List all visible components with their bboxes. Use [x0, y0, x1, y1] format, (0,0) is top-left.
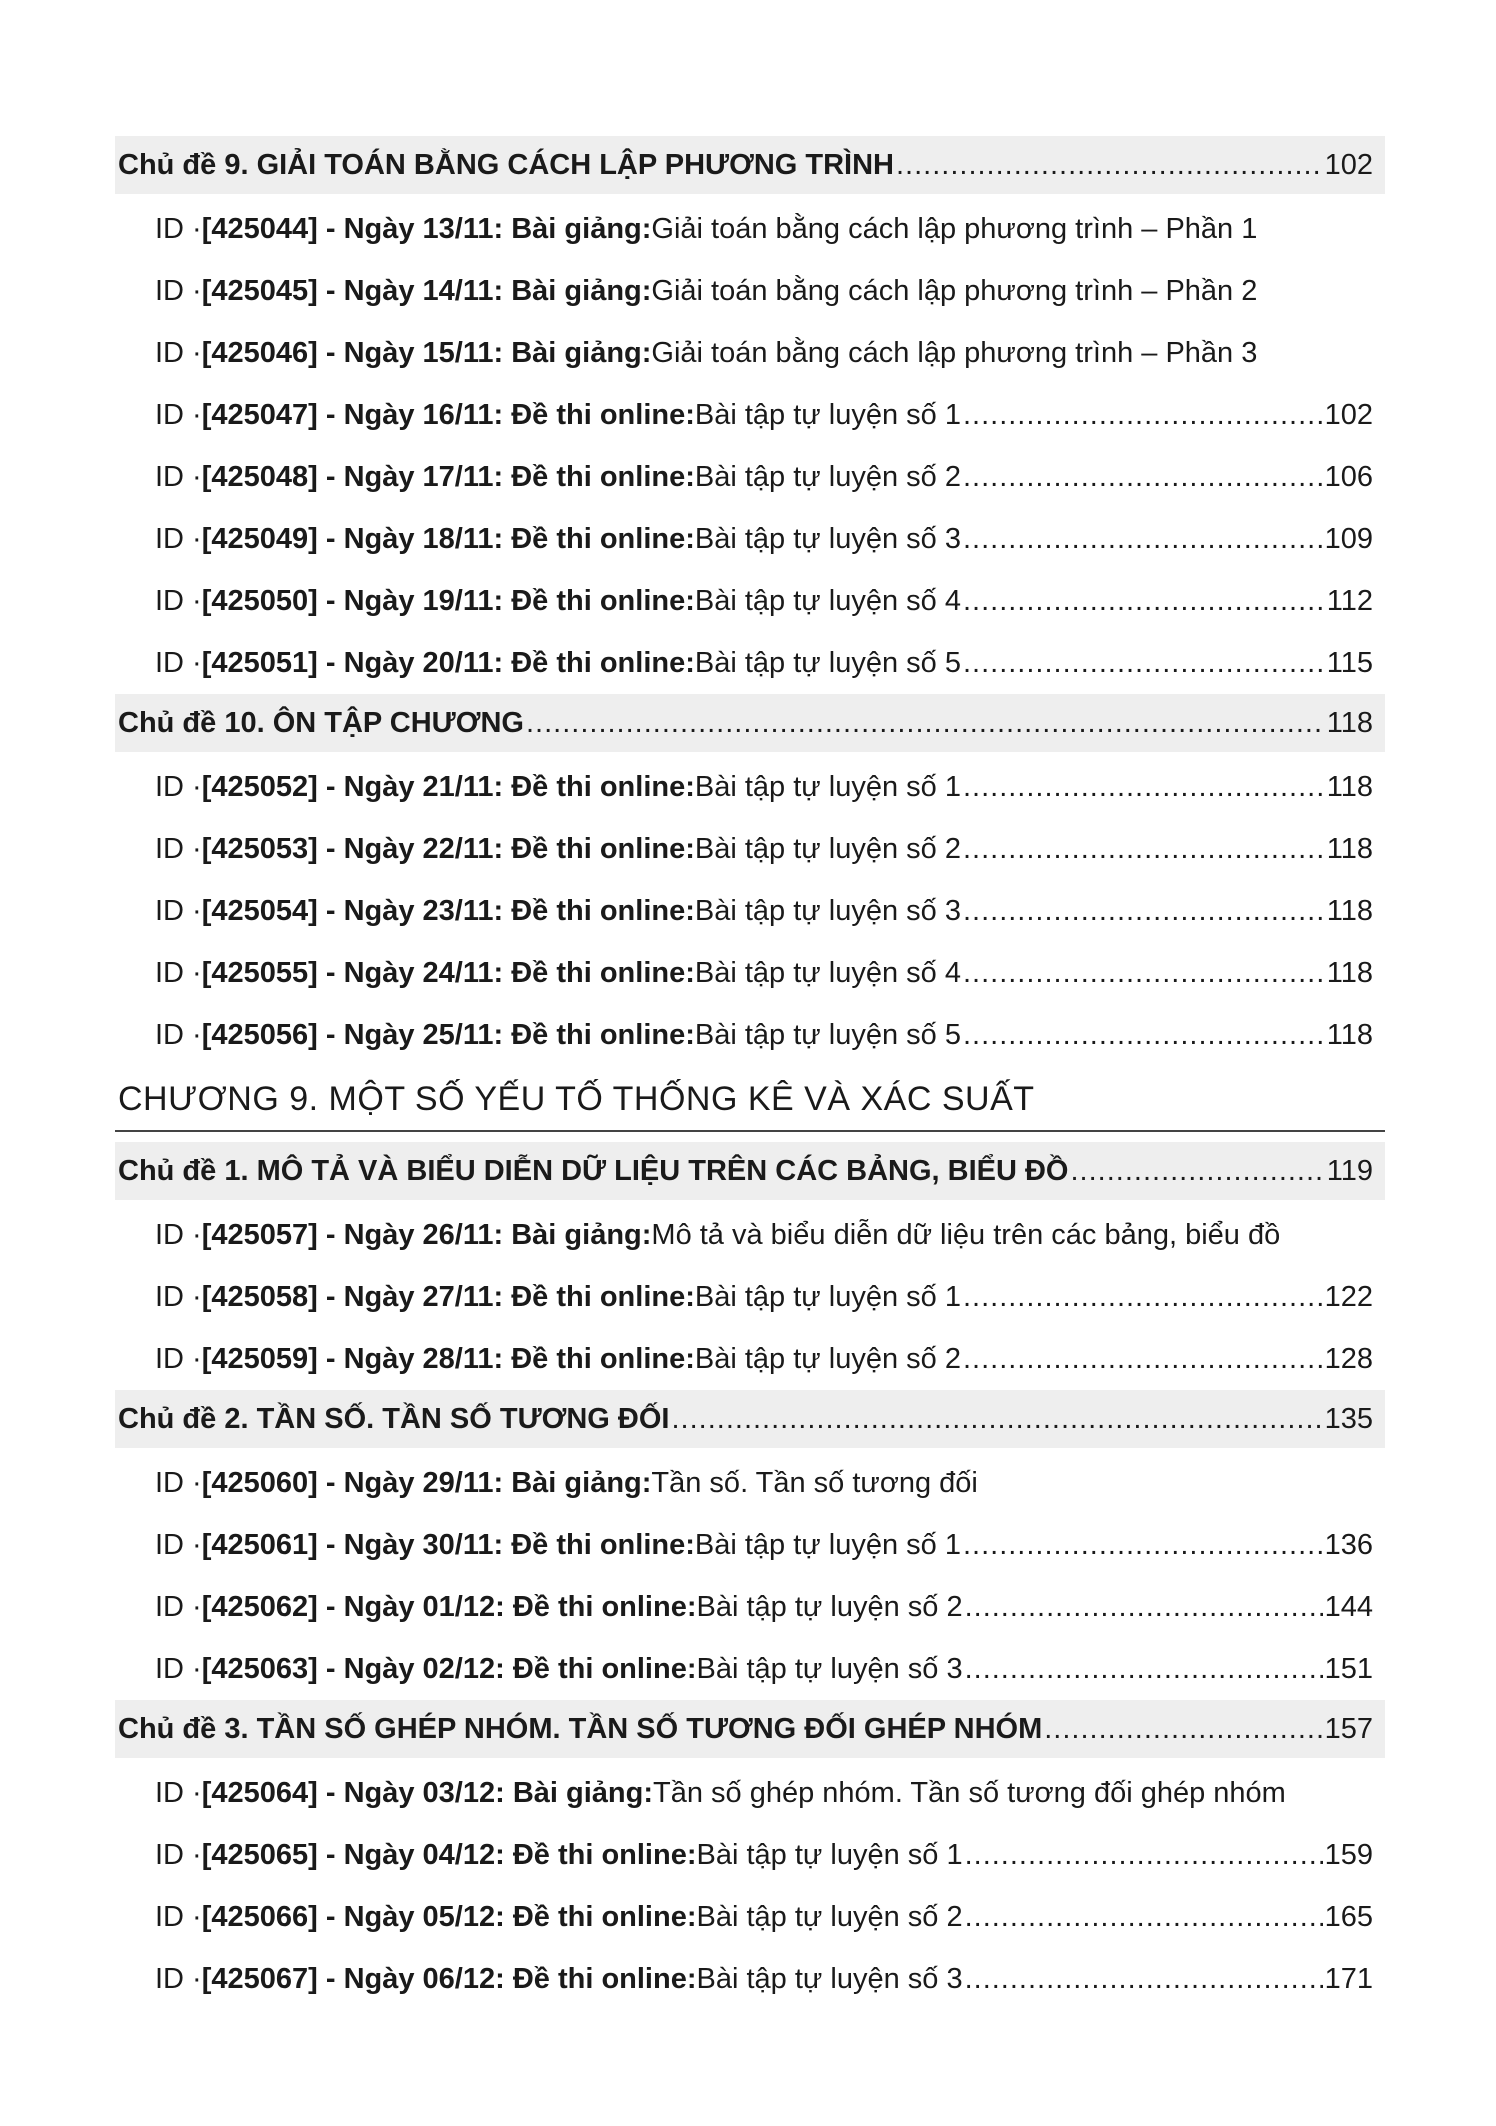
- dot-leader: [671, 1405, 1322, 1434]
- dot-leader: [1071, 1157, 1325, 1186]
- toc-entry-row[interactable]: [115, 1824, 1385, 1886]
- entry-id-date-type: [425059] - Ngày 28/11: Đề thi online:: [201, 1342, 695, 1375]
- topic-title: Chủ đề 1. MÔ TẢ VÀ BIỂU DIỄN DỮ LIỆU TRÊN CÁC BẢNG, BIỂU ĐỒ: [118, 1154, 1069, 1187]
- toc-entry-row[interactable]: [115, 508, 1385, 570]
- entry-title: Bài tập tự luyện số 1: [694, 1280, 961, 1313]
- entry-title: Tần số ghép nhóm. Tần số tương đối ghép nhóm: [653, 1776, 1286, 1809]
- chapter-heading: CHƯƠNG 9. MỘT SỐ YẾU TỐ THỐNG KÊ VÀ XÁC SUẤT: [115, 1066, 1385, 1132]
- toc-entry-row[interactable]: [115, 1762, 1385, 1824]
- entry-id-date-type: [425062] - Ngày 01/12: Đề thi online:: [201, 1590, 697, 1623]
- page-number: 109: [1324, 522, 1373, 555]
- entry-prefix: ID ·: [155, 460, 202, 493]
- entry-title: Bài tập tự luyện số 2: [696, 1590, 963, 1623]
- page-number: 151: [1324, 1652, 1373, 1685]
- page-number: 136: [1324, 1528, 1373, 1561]
- dot-leader: [965, 1593, 1323, 1622]
- toc-entry-row[interactable]: [115, 570, 1385, 632]
- entry-title: Bài tập tự luyện số 2: [694, 1342, 961, 1375]
- entry-prefix: ID ·: [155, 336, 202, 369]
- entry-id-date-type: [425065] - Ngày 04/12: Đề thi online:: [201, 1838, 697, 1871]
- page-number: 118: [1326, 770, 1373, 803]
- entry-title: Bài tập tự luyện số 2: [694, 832, 961, 865]
- toc-entry-row[interactable]: [115, 1514, 1385, 1576]
- entry-prefix: ID ·: [155, 1218, 202, 1251]
- toc-entry-row[interactable]: [115, 1204, 1385, 1266]
- toc-entry-row[interactable]: [115, 818, 1385, 880]
- entry-id-date-type: [425046] - Ngày 15/11: Bài giảng:: [201, 336, 652, 369]
- dot-leader: [965, 1655, 1323, 1684]
- toc-entry-row[interactable]: [115, 880, 1385, 942]
- entry-title: Bài tập tự luyện số 4: [694, 584, 961, 617]
- toc-topic-row[interactable]: [115, 1390, 1385, 1448]
- entry-title: Bài tập tự luyện số 3: [694, 894, 961, 927]
- dot-leader: [963, 1283, 1323, 1312]
- entry-prefix: ID ·: [155, 398, 202, 431]
- entry-title: Bài tập tự luyện số 2: [694, 460, 961, 493]
- entry-id-date-type: [425044] - Ngày 13/11: Bài giảng:: [201, 212, 652, 245]
- dot-leader: [963, 773, 1325, 802]
- entry-title: Giải toán bằng cách lập phương trình – Phần 2: [651, 274, 1258, 307]
- entry-title: Bài tập tự luyện số 3: [696, 1652, 963, 1685]
- entry-prefix: ID ·: [155, 212, 202, 245]
- page-number: 119: [1326, 1154, 1373, 1187]
- dot-leader: [965, 1841, 1323, 1870]
- toc-entry-row[interactable]: [115, 1328, 1385, 1390]
- page-number: 102: [1324, 398, 1373, 431]
- entry-title: Bài tập tự luyện số 4: [694, 956, 961, 989]
- toc-topic-row[interactable]: [115, 1700, 1385, 1758]
- dot-leader: [963, 1345, 1323, 1374]
- toc-entry-row[interactable]: [115, 1576, 1385, 1638]
- entry-title: Mô tả và biểu diễn dữ liệu trên các bảng, biểu đồ: [651, 1218, 1281, 1251]
- entry-prefix: ID ·: [155, 1962, 202, 1995]
- entry-id-date-type: [425052] - Ngày 21/11: Đề thi online:: [201, 770, 695, 803]
- page-number: 159: [1324, 1838, 1373, 1871]
- entry-id-date-type: [425051] - Ngày 20/11: Đề thi online:: [201, 646, 695, 679]
- toc-entry-row[interactable]: [115, 1948, 1385, 2010]
- dot-leader: [963, 1021, 1325, 1050]
- entry-id-date-type: [425057] - Ngày 26/11: Bài giảng:: [201, 1218, 652, 1251]
- dot-leader: [963, 587, 1325, 616]
- entry-title: Bài tập tự luyện số 1: [696, 1838, 963, 1871]
- toc-topic-row[interactable]: [115, 136, 1385, 194]
- page-number: 157: [1324, 1712, 1373, 1745]
- toc-entry-row[interactable]: [115, 322, 1385, 384]
- toc-entry-row[interactable]: [115, 632, 1385, 694]
- dot-leader: [1044, 1715, 1322, 1744]
- page-number: 115: [1326, 646, 1373, 679]
- entry-title: Giải toán bằng cách lập phương trình – Phần 1: [651, 212, 1258, 245]
- toc-entry-row[interactable]: [115, 1452, 1385, 1514]
- dot-leader: [965, 1965, 1323, 1994]
- dot-leader: [896, 151, 1323, 180]
- toc-entry-row[interactable]: [115, 1266, 1385, 1328]
- entry-id-date-type: [425054] - Ngày 23/11: Đề thi online:: [201, 894, 695, 927]
- entry-id-date-type: [425066] - Ngày 05/12: Đề thi online:: [201, 1900, 697, 1933]
- page-number: 118: [1326, 956, 1373, 989]
- entry-title: Bài tập tự luyện số 5: [694, 1018, 961, 1051]
- entry-prefix: ID ·: [155, 584, 202, 617]
- entry-title: Bài tập tự luyện số 5: [694, 646, 961, 679]
- entry-prefix: ID ·: [155, 1466, 202, 1499]
- dot-leader: [963, 959, 1325, 988]
- toc-entry-row[interactable]: [115, 384, 1385, 446]
- dot-leader: [965, 1903, 1323, 1932]
- toc-entry-row[interactable]: [115, 1004, 1385, 1066]
- page-number: 118: [1326, 1018, 1373, 1051]
- entry-title: Bài tập tự luyện số 2: [696, 1900, 963, 1933]
- entry-title: Bài tập tự luyện số 1: [694, 770, 961, 803]
- entry-title: Giải toán bằng cách lập phương trình – Phần 3: [651, 336, 1258, 369]
- entry-id-date-type: [425056] - Ngày 25/11: Đề thi online:: [201, 1018, 695, 1051]
- entry-id-date-type: [425053] - Ngày 22/11: Đề thi online:: [201, 832, 695, 865]
- page-number: 102: [1324, 148, 1373, 181]
- entry-title: Tần số. Tần số tương đối: [651, 1466, 978, 1499]
- table-of-contents: [115, 136, 1385, 2010]
- entry-prefix: ID ·: [155, 1590, 202, 1623]
- toc-topic-row[interactable]: [115, 694, 1385, 752]
- topic-title: Chủ đề 2. TẦN SỐ. TẦN SỐ TƯƠNG ĐỐI: [118, 1402, 670, 1435]
- toc-entry-row[interactable]: [115, 260, 1385, 322]
- page-number: 128: [1324, 1342, 1373, 1375]
- entry-prefix: ID ·: [155, 1280, 202, 1313]
- dot-leader: [963, 401, 1323, 430]
- page-number: 112: [1326, 584, 1373, 617]
- page-number: 144: [1324, 1590, 1373, 1623]
- entry-id-date-type: [425060] - Ngày 29/11: Bài giảng:: [201, 1466, 652, 1499]
- entry-prefix: ID ·: [155, 274, 202, 307]
- dot-leader: [963, 1531, 1323, 1560]
- toc-entry-row[interactable]: [115, 446, 1385, 508]
- entry-prefix: ID ·: [155, 956, 202, 989]
- toc-entry-row[interactable]: [115, 942, 1385, 1004]
- entry-prefix: ID ·: [155, 1776, 202, 1809]
- topic-title: Chủ đề 9. GIẢI TOÁN BẰNG CÁCH LẬP PHƯƠNG TRÌNH: [118, 148, 894, 181]
- entry-title: Bài tập tự luyện số 3: [696, 1962, 963, 1995]
- dot-leader: [963, 525, 1323, 554]
- entry-prefix: ID ·: [155, 1838, 202, 1871]
- entry-prefix: ID ·: [155, 832, 202, 865]
- entry-id-date-type: [425050] - Ngày 19/11: Đề thi online:: [201, 584, 695, 617]
- page-number: 135: [1324, 1402, 1373, 1435]
- entry-title: Bài tập tự luyện số 1: [694, 398, 961, 431]
- dot-leader: [963, 463, 1323, 492]
- page-number: 118: [1326, 832, 1373, 865]
- toc-entry-row[interactable]: [115, 198, 1385, 260]
- entry-id-date-type: [425049] - Ngày 18/11: Đề thi online:: [201, 522, 695, 555]
- entry-prefix: ID ·: [155, 646, 202, 679]
- toc-topic-row[interactable]: [115, 1142, 1385, 1200]
- entry-prefix: ID ·: [155, 1528, 202, 1561]
- toc-entry-row[interactable]: [115, 1638, 1385, 1700]
- entry-id-date-type: [425047] - Ngày 16/11: Đề thi online:: [201, 398, 695, 431]
- entry-title: Bài tập tự luyện số 1: [694, 1528, 961, 1561]
- entry-prefix: ID ·: [155, 1342, 202, 1375]
- dot-leader: [526, 709, 1325, 738]
- page-number: 171: [1324, 1962, 1373, 1995]
- topic-title: Chủ đề 10. ÔN TẬP CHƯƠNG: [118, 706, 524, 739]
- entry-prefix: ID ·: [155, 1900, 202, 1933]
- entry-prefix: ID ·: [155, 894, 202, 927]
- page-number: 106: [1324, 460, 1373, 493]
- dot-leader: [963, 649, 1325, 678]
- entry-id-date-type: [425067] - Ngày 06/12: Đề thi online:: [201, 1962, 697, 1995]
- page-number: 165: [1324, 1900, 1373, 1933]
- entry-id-date-type: [425055] - Ngày 24/11: Đề thi online:: [201, 956, 695, 989]
- entry-prefix: ID ·: [155, 1018, 202, 1051]
- topic-title: Chủ đề 3. TẦN SỐ GHÉP NHÓM. TẦN SỐ TƯƠNG ĐỐI GHÉP NHÓM: [118, 1712, 1043, 1745]
- entry-prefix: ID ·: [155, 770, 202, 803]
- entry-prefix: ID ·: [155, 1652, 202, 1685]
- entry-id-date-type: [425061] - Ngày 30/11: Đề thi online:: [201, 1528, 695, 1561]
- page-number: 118: [1326, 894, 1373, 927]
- dot-leader: [963, 897, 1325, 926]
- toc-entry-row[interactable]: [115, 756, 1385, 818]
- page-number: 122: [1324, 1280, 1373, 1313]
- entry-id-date-type: [425063] - Ngày 02/12: Đề thi online:: [201, 1652, 697, 1685]
- entry-id-date-type: [425064] - Ngày 03/12: Bài giảng:: [201, 1776, 654, 1809]
- dot-leader: [963, 835, 1325, 864]
- entry-title: Bài tập tự luyện số 3: [694, 522, 961, 555]
- entry-id-date-type: [425058] - Ngày 27/11: Đề thi online:: [201, 1280, 695, 1313]
- entry-prefix: ID ·: [155, 522, 202, 555]
- entry-id-date-type: [425048] - Ngày 17/11: Đề thi online:: [201, 460, 695, 493]
- toc-entry-row[interactable]: [115, 1886, 1385, 1948]
- page-number: 118: [1326, 706, 1373, 739]
- entry-id-date-type: [425045] - Ngày 14/11: Bài giảng:: [201, 274, 652, 307]
